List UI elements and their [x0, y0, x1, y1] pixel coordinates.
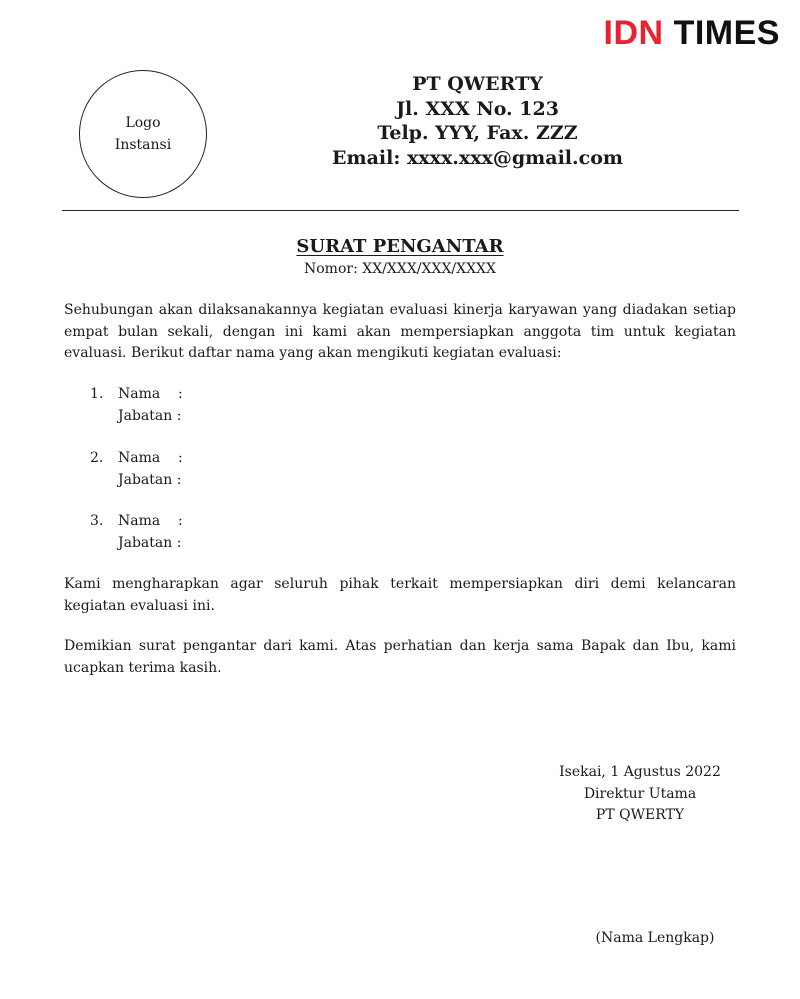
hope-paragraph: Kami mengharapkan agar seluruh pihak terkait mempersiapkan diri demi kelancaran kegiatan evaluasi ini. — [64, 576, 736, 614]
position-label: Jabatan : — [118, 535, 182, 551]
letter-title: SURAT PENGANTAR — [296, 236, 504, 257]
closing-paragraph: Demikian surat pengantar dari kami. Atas perhatian dan kerja sama Bapak dan Ibu, kami ucapkan terima kasih. — [64, 638, 736, 676]
logo-text-line2: Instansi — [114, 137, 172, 153]
list-item-number: 2. — [90, 450, 104, 466]
idn-times-watermark — [604, 16, 780, 50]
letterhead-company: PT QWERTY — [412, 73, 543, 95]
letterhead-phone: Telp. YYY, Fax. ZZZ — [377, 122, 578, 144]
letterhead-email: Email: xxxx.xxx@gmail.com — [332, 146, 623, 169]
name-label: Nama : — [118, 450, 183, 466]
watermark-idn: IDN — [603, 14, 664, 52]
signature-place-date: Isekai, 1 Agustus 2022 — [559, 764, 721, 780]
list-item-number: 1. — [90, 386, 104, 402]
list-item-number: 3. — [90, 513, 104, 529]
letterhead-divider — [62, 210, 739, 211]
letterhead — [260, 72, 695, 170]
intro-paragraph: Sehubungan akan dilaksanakannya kegiatan evaluasi kinerja karyawan yang diadakan setiap empat bulan sekali, dengan ini kami akan mempersiapkan anggota tim untuk kegiatan evaluasi. Berikut daftar nama yang akan mengikuti kegiatan evaluasi: — [64, 302, 736, 361]
name-label: Nama : — [118, 386, 183, 402]
letter-number: Nomor: XX/XXX/XXX/XXXX — [304, 261, 496, 277]
position-label: Jabatan : — [118, 408, 182, 424]
name-label: Nama : — [118, 513, 183, 529]
signature-role: Direktur Utama — [583, 785, 697, 802]
signature-full-name: (Nama Lengkap) — [595, 930, 715, 946]
signature-block — [530, 762, 750, 827]
position-label: Jabatan : — [118, 472, 182, 488]
watermark-times: TIMES — [673, 14, 780, 52]
institution-logo-placeholder — [79, 70, 207, 198]
signature-company: PT QWERTY — [595, 807, 685, 823]
logo-text-line1: Logo — [125, 115, 161, 131]
letterhead-address: Jl. XXX No. 123 — [396, 97, 559, 120]
